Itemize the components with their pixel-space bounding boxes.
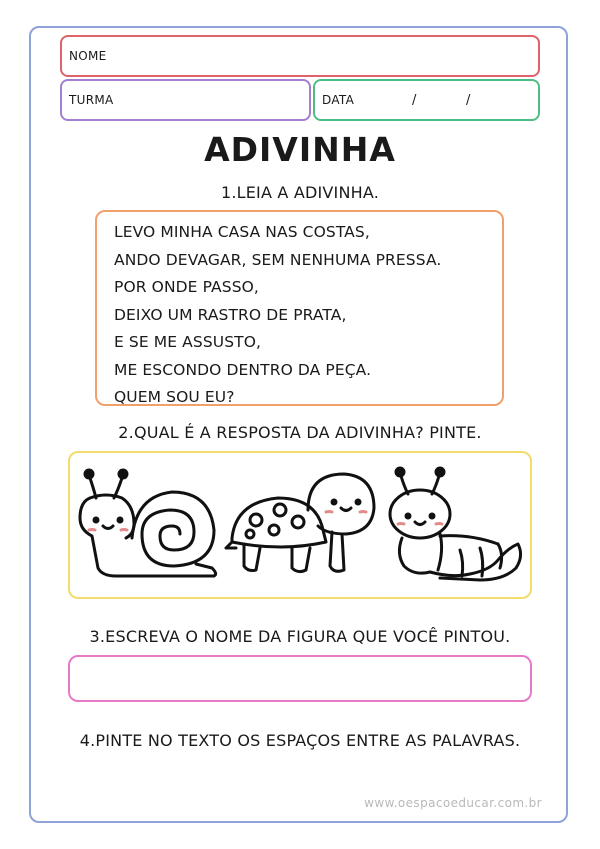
- riddle-line: ME ESCONDO DENTRO DA PEÇA.: [114, 360, 372, 379]
- snail-icon[interactable]: [76, 468, 222, 586]
- riddle-line: ANDO DEVAGAR, SEM NENHUMA PRESSA.: [114, 250, 442, 269]
- date-label: DATA: [322, 93, 355, 107]
- page-title: ADIVINHA: [204, 130, 396, 169]
- riddle-line: POR ONDE PASSO,: [114, 278, 259, 296]
- turtle-icon[interactable]: [222, 468, 378, 586]
- name-field[interactable]: [60, 35, 540, 77]
- riddle-line: E SE ME ASSUSTO,: [114, 333, 262, 351]
- class-label: TURMA: [69, 93, 114, 107]
- riddle-line: LEVO MINHA CASA NAS COSTAS,: [114, 223, 370, 241]
- name-label: NOME: [69, 49, 107, 63]
- instruction-2: 2.QUAL É A RESPOSTA DA ADIVINHA? PINTE.: [118, 423, 482, 442]
- footer-url: www.oespacoeducar.com.br: [364, 796, 542, 810]
- instruction-3: 3.ESCREVA O NOME DA FIGURA QUE VOCÊ PINTOU.: [89, 627, 511, 646]
- answer-box[interactable]: [68, 655, 532, 702]
- instruction-4: 4.PINTE NO TEXTO OS ESPAÇOS ENTRE AS PALAVRAS.: [79, 731, 521, 750]
- caterpillar-icon[interactable]: [380, 464, 526, 586]
- date-separator-1: /: [412, 93, 417, 108]
- class-field[interactable]: [60, 79, 311, 121]
- date-field[interactable]: [313, 79, 540, 121]
- riddle-line: QUEM SOU EU?: [114, 388, 235, 406]
- riddle-line: DEIXO UM RASTRO DE PRATA,: [114, 305, 347, 324]
- date-separator-2: /: [466, 93, 471, 108]
- riddle-box: [95, 210, 504, 406]
- instruction-1: 1.LEIA A ADIVINHA.: [220, 183, 380, 202]
